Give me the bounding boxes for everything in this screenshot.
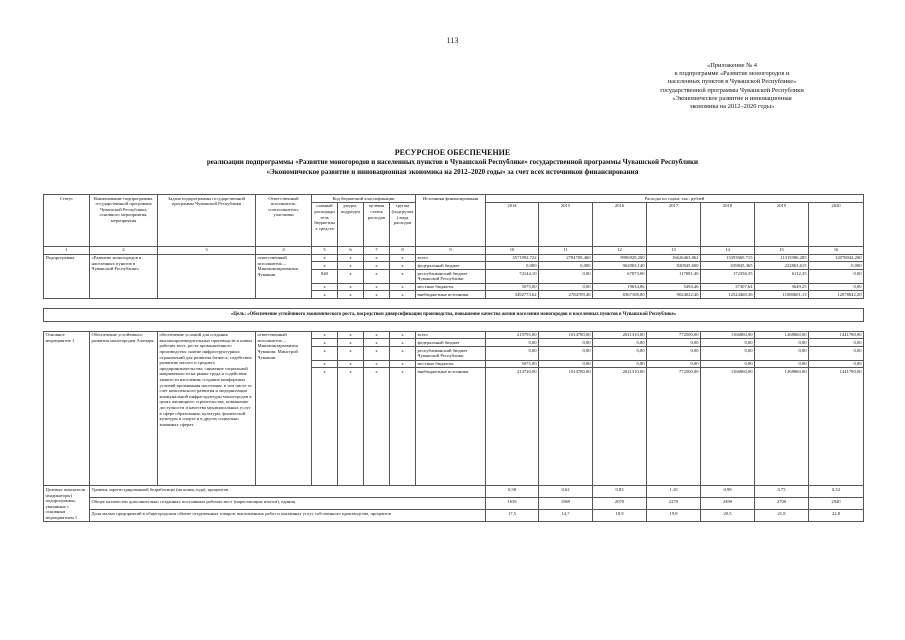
expense-value: 1166860,00 xyxy=(701,368,755,486)
expense-value: 1268860,00 xyxy=(755,331,809,339)
budget-code-cell: x xyxy=(312,283,338,291)
expense-value: 0,00 xyxy=(486,339,539,347)
expense-value: 1014780,00 xyxy=(539,368,593,486)
column-number: 14 xyxy=(701,246,755,254)
expense-value: 3492773,62 xyxy=(486,291,539,299)
funding-source: местные бюджеты xyxy=(416,283,486,291)
indicator-row xyxy=(44,498,864,510)
spacer-cell xyxy=(44,321,864,331)
column-number: 9 xyxy=(416,246,486,254)
resource-table xyxy=(43,194,864,522)
funding-source: всего xyxy=(416,254,486,262)
header-year: 2016 xyxy=(593,202,647,246)
budget-code-cell: x xyxy=(338,254,364,262)
budget-code-cell: x xyxy=(364,283,390,291)
indicator-name: Уровень зарегистрированной безработицы (на конец года), процентов xyxy=(90,486,486,498)
budget-code-cell: x xyxy=(338,347,364,360)
budget-code-cell: x xyxy=(390,368,416,486)
spacer-row xyxy=(44,321,864,331)
expense-value: 37307,64 xyxy=(701,283,755,291)
budget-code-cell: x xyxy=(338,270,364,283)
expense-value: 8996929,200 xyxy=(593,254,647,262)
spacer-row xyxy=(44,299,864,309)
indicator-value: 0,52 xyxy=(809,486,864,498)
budget-code-cell: x xyxy=(390,360,416,368)
expense-value: 172356,35 xyxy=(701,270,755,283)
header-group: группа (подгруппа) вида расходов xyxy=(390,202,416,246)
header-name: Наименование подпрограммы, государственной программы Чувашской Республики, основного мероприятия, мероприятия xyxy=(90,195,158,247)
appendix-line: «Экономическое развитие и инновационная xyxy=(672,94,792,102)
header-budget-codes: Код бюджетной классификации xyxy=(312,195,416,203)
expense-value: 1166860,00 xyxy=(701,331,755,339)
budget-code-cell: x xyxy=(364,368,390,486)
indicator-value: 1639 xyxy=(486,498,539,510)
budget-code-cell: x xyxy=(338,291,364,299)
expense-value: 0,00 xyxy=(809,339,864,347)
expense-value: 19634,86 xyxy=(593,283,647,291)
budget-code-cell: x xyxy=(390,270,416,283)
expense-value: 117081,40 xyxy=(647,270,701,283)
expense-value: 0,00 xyxy=(539,360,593,368)
row-responsible: ответственный исполнитель – Минэкономразвития Чувашии xyxy=(256,254,312,299)
budget-code-cell: x xyxy=(364,347,390,360)
column-number: 13 xyxy=(647,246,701,254)
funding-source: внебюджетные источники xyxy=(416,368,486,486)
column-number: 16 xyxy=(809,246,864,254)
column-number: 12 xyxy=(593,246,647,254)
column-number: 6 xyxy=(338,246,364,254)
funding-source: федеральный бюджет xyxy=(416,262,486,270)
expense-value: 0,00 xyxy=(701,360,755,368)
expense-value: 0,00 xyxy=(593,360,647,368)
budget-code-cell: x xyxy=(364,360,390,368)
expense-value: 74144,10 xyxy=(486,270,539,283)
expense-value: 0,00 xyxy=(539,270,593,283)
indicator-value: 0,75 xyxy=(755,486,809,498)
expense-value: 0,00 xyxy=(539,283,593,291)
expense-value: 0,00 xyxy=(593,347,647,360)
header-responsible: Ответственный исполнитель, соисполнители, участники xyxy=(256,195,312,247)
column-number: 2 xyxy=(90,246,158,254)
indicator-value: 0,62 xyxy=(539,486,593,498)
budget-code-cell: x xyxy=(390,254,416,262)
expense-value: 1441780,00 xyxy=(809,368,864,486)
indicator-value: 2940 xyxy=(809,498,864,510)
indicator-value: 19,8 xyxy=(647,510,701,522)
expense-value: 0,00 xyxy=(647,339,701,347)
column-number: 4 xyxy=(256,246,312,254)
expense-value: 11080601,13 xyxy=(755,291,809,299)
column-number: 11 xyxy=(539,246,593,254)
expense-value: 0,00 xyxy=(593,339,647,347)
expense-value: 5494,46 xyxy=(647,283,701,291)
budget-code-cell: x xyxy=(338,339,364,347)
budget-code-cell: x xyxy=(390,291,416,299)
expense-value: 12524460,36 xyxy=(701,291,755,299)
expense-value: 772500,00 xyxy=(647,368,701,486)
column-number: 3 xyxy=(158,246,256,254)
row-status: Подпрограмма xyxy=(44,254,90,299)
expense-value: 0,000 xyxy=(486,262,539,270)
indicator-value: 0,58 xyxy=(486,486,539,498)
document-title xyxy=(0,148,905,177)
funding-source: республиканский бюджет Чувашской Республики xyxy=(416,270,486,283)
expense-value: 5075,00 xyxy=(486,283,539,291)
expense-value: 222863,615 xyxy=(755,262,809,270)
budget-code-cell: x xyxy=(390,283,416,291)
expense-value: 0,000 xyxy=(809,262,864,270)
expense-value: 0,00 xyxy=(486,347,539,360)
expense-value: 3571992,722 xyxy=(486,254,539,262)
table-row xyxy=(44,254,864,262)
row-task-empty xyxy=(158,254,256,299)
title-line-2: реализации подпрограммы «Развитие моногородов и населенных пунктов в Чувашской Республике» государственной программы Чувашской Республики xyxy=(206,158,699,166)
expense-value: 820945,600 xyxy=(647,262,701,270)
expense-value: 219795,00 xyxy=(486,331,539,339)
budget-code-cell: x xyxy=(390,339,416,347)
indicator-value: 22,8 xyxy=(809,510,864,522)
indicator-row xyxy=(44,510,864,522)
header-year: 2018 xyxy=(701,202,755,246)
funding-source: всего xyxy=(416,331,486,339)
header-year: 2019 xyxy=(755,202,809,246)
indicator-value: 0,83 xyxy=(593,486,647,498)
column-number: 10 xyxy=(486,246,539,254)
expense-value: 1441780,00 xyxy=(809,331,864,339)
budget-code-cell: x xyxy=(364,339,390,347)
header-chief: главный распорядитель бюджетных средств xyxy=(312,202,338,246)
budget-code-cell: x xyxy=(364,254,390,262)
appendix-line: государственной программы Чувашской Республики xyxy=(660,86,804,94)
indicator-value: 18,9 xyxy=(593,510,647,522)
expense-value: 5075,00 xyxy=(486,360,539,368)
budget-code-cell: x xyxy=(312,291,338,299)
column-number: 15 xyxy=(755,246,809,254)
expense-value: 9024022,40 xyxy=(647,291,701,299)
expense-value: 5649,25 xyxy=(755,283,809,291)
appendix-line: населенных пунктов в Чувашской Республике» xyxy=(667,78,797,86)
row-name: «Развитие моногородов и населенных пунктов в Чувашской Республике» xyxy=(90,254,158,299)
expense-value: 0,00 xyxy=(809,360,864,368)
funding-source: местные бюджеты xyxy=(416,360,486,368)
expense-value: 0,00 xyxy=(539,347,593,360)
indicator-value: 2700 xyxy=(755,498,809,510)
budget-code-cell: x xyxy=(364,331,390,339)
expense-value: 11315996,285 xyxy=(755,254,809,262)
expense-value: 962063,140 xyxy=(593,262,647,270)
expense-value: 0,00 xyxy=(647,347,701,360)
expense-value: 12078042,20 xyxy=(809,291,864,299)
expense-value: 0,00 xyxy=(809,270,864,283)
table-header-row xyxy=(44,195,864,203)
budget-code-cell: x xyxy=(338,262,364,270)
expense-value: 772500,00 xyxy=(647,331,701,339)
title-line-3: «Экономическое развитие и инновационная экономика на 2012–2020 годы» за счет всех источников финансирования xyxy=(266,167,639,176)
budget-code-cell: x xyxy=(312,331,338,339)
header-year: 2020 xyxy=(809,202,864,246)
funding-source: федеральный бюджет xyxy=(416,339,486,347)
table-row xyxy=(44,331,864,339)
goal-text: «Цель: «Обеспечение устойчивого экономического роста, посредством диверсификации производства, повышение качества жизни населения моногородов и населенных пунктов в Чувашской Республике» xyxy=(44,309,864,322)
expense-value: 1014780,00 xyxy=(539,331,593,339)
spacer-cell xyxy=(44,299,864,309)
budget-code-cell: x xyxy=(364,291,390,299)
expense-value: 13393969,715 xyxy=(701,254,755,262)
indicator-value: 1,10 xyxy=(647,486,701,498)
indicator-value: 2070 xyxy=(593,498,647,510)
budget-code-cell: x xyxy=(364,270,390,283)
expense-value: 0,00 xyxy=(755,360,809,368)
header-article: целевая статья расходов xyxy=(364,202,390,246)
budget-code-cell: x xyxy=(338,283,364,291)
header-section: раздел, подраздел xyxy=(338,202,364,246)
indicator-status: Целевые показатели (индикаторы) подпрограммы, увязанные с основным мероприятием 1 xyxy=(44,486,90,522)
funding-source: республиканский бюджет Чувашской Республики xyxy=(416,347,486,360)
indicator-value: 20,5 xyxy=(701,510,755,522)
expense-value: 0,00 xyxy=(701,339,755,347)
row-name: Обеспечение устойчивого развития моногородов Алатыря xyxy=(90,331,158,486)
indicator-name: Общее количество дополнительно созданных постоянных рабочих мест (нарастающим итогом), единиц xyxy=(90,498,486,510)
header-source: Источники финансирования xyxy=(416,195,486,247)
budget-code-cell: x xyxy=(312,254,338,262)
indicator-value: 0,98 xyxy=(701,486,755,498)
budget-code-cell: x xyxy=(312,347,338,360)
expense-value: 12078042,200 xyxy=(809,254,864,262)
appendix-line: к подпрограмме «Развитие моногородов и xyxy=(674,70,790,78)
budget-code-cell: x xyxy=(338,360,364,368)
indicator-row xyxy=(44,486,864,498)
appendix-note xyxy=(622,62,842,111)
indicator-name: Доля малых предприятий в общегородском объеме отгруженных товаров, выполненных работ и оказанных услуг собственного производства, процентов xyxy=(90,510,486,522)
expense-value: 8367108,00 xyxy=(593,291,647,299)
budget-code-cell: x xyxy=(390,262,416,270)
goal-row xyxy=(44,309,864,322)
indicator-value: 14,7 xyxy=(539,510,593,522)
row-task: обеспечение условий для создания высокопроизводительных производств и новых рабочих мест, роста промышленного производства; снятие инфраструктурных ограничений для развития бизнеса, содействие развитию малого и среднего предпринимательства; снижение социальной напряженности на рынке труда и содействие занятости населения; создание комфортных условий проживания населения, в том числе за счет комплексного развития и модернизации коммунальной инфраструктуры моногородов в целях жилищного строительства, повышение доступности и качества муниципальных услуг в сфере образования, культуры, физической культуры и спорта и в других социально значимых сферах xyxy=(158,331,256,486)
expense-value: 1268860,00 xyxy=(755,368,809,486)
expense-value: 0,00 xyxy=(701,347,755,360)
expense-value: 16626463,862 xyxy=(647,254,701,262)
column-number-row xyxy=(44,246,864,254)
budget-code-cell: x xyxy=(312,360,338,368)
expense-value: 0,00 xyxy=(755,339,809,347)
expense-value: 2784709,460 xyxy=(539,254,593,262)
column-number: 7 xyxy=(364,246,390,254)
expense-value: 67873,00 xyxy=(593,270,647,283)
header-year: 2014 xyxy=(486,202,539,246)
header-year: 2017 xyxy=(647,202,701,246)
indicator-value: 1969 xyxy=(539,498,593,510)
page-number: 113 xyxy=(446,36,459,45)
expense-value: 6112,35 xyxy=(755,270,809,283)
column-number: 5 xyxy=(312,246,338,254)
budget-code-cell: x xyxy=(312,339,338,347)
expense-value: 2784709,46 xyxy=(539,291,593,299)
header-status: Статус xyxy=(44,195,90,247)
indicator-value: 21,8 xyxy=(755,510,809,522)
indicator-value: 2490 xyxy=(701,498,755,510)
row-responsible: ответственный исполнитель – Минэкономразвития Чувашии, Минстрой Чувашии xyxy=(256,331,312,486)
budget-code-cell: x xyxy=(390,331,416,339)
budget-code-cell: x xyxy=(338,368,364,486)
indicator-value: 17,5 xyxy=(486,510,539,522)
header-expenses: Расходы по годам, тыс. рублей xyxy=(486,195,864,203)
budget-code-cell: x xyxy=(390,347,416,360)
expense-value: 214720,00 xyxy=(486,368,539,486)
expense-value: 0,00 xyxy=(809,283,864,291)
expense-value: 0,00 xyxy=(755,347,809,360)
appendix-line: экономика на 2012–2020 годы» xyxy=(689,103,775,111)
title-heading: РЕСУРСНОЕ ОБЕСПЕЧЕНИЕ xyxy=(394,148,511,157)
funding-source: внебюджетные источники xyxy=(416,291,486,299)
expense-value: 0,000 xyxy=(539,262,593,270)
budget-code-cell: x xyxy=(338,331,364,339)
column-number: 8 xyxy=(390,246,416,254)
expense-value: 2021310,00 xyxy=(593,368,647,486)
header-task: Задача подпрограммы государственной программы Чувашской Республики xyxy=(158,195,256,247)
expense-value: 0,00 xyxy=(539,339,593,347)
row-status: Основное мероприятие 1 xyxy=(44,331,90,486)
budget-code-cell: 840 xyxy=(312,270,338,283)
budget-code-cell: x xyxy=(312,368,338,486)
budget-code-cell: x xyxy=(312,262,338,270)
expense-value: 0,00 xyxy=(809,347,864,360)
expense-value: 659845,365 xyxy=(701,262,755,270)
column-number: 1 xyxy=(44,246,90,254)
expense-value: 0,00 xyxy=(647,360,701,368)
appendix-line: «Приложение № 4 xyxy=(707,62,757,69)
budget-code-cell: x xyxy=(364,262,390,270)
indicator-value: 2270 xyxy=(647,498,701,510)
expense-value: 2021310,00 xyxy=(593,331,647,339)
header-year: 2015 xyxy=(539,202,593,246)
